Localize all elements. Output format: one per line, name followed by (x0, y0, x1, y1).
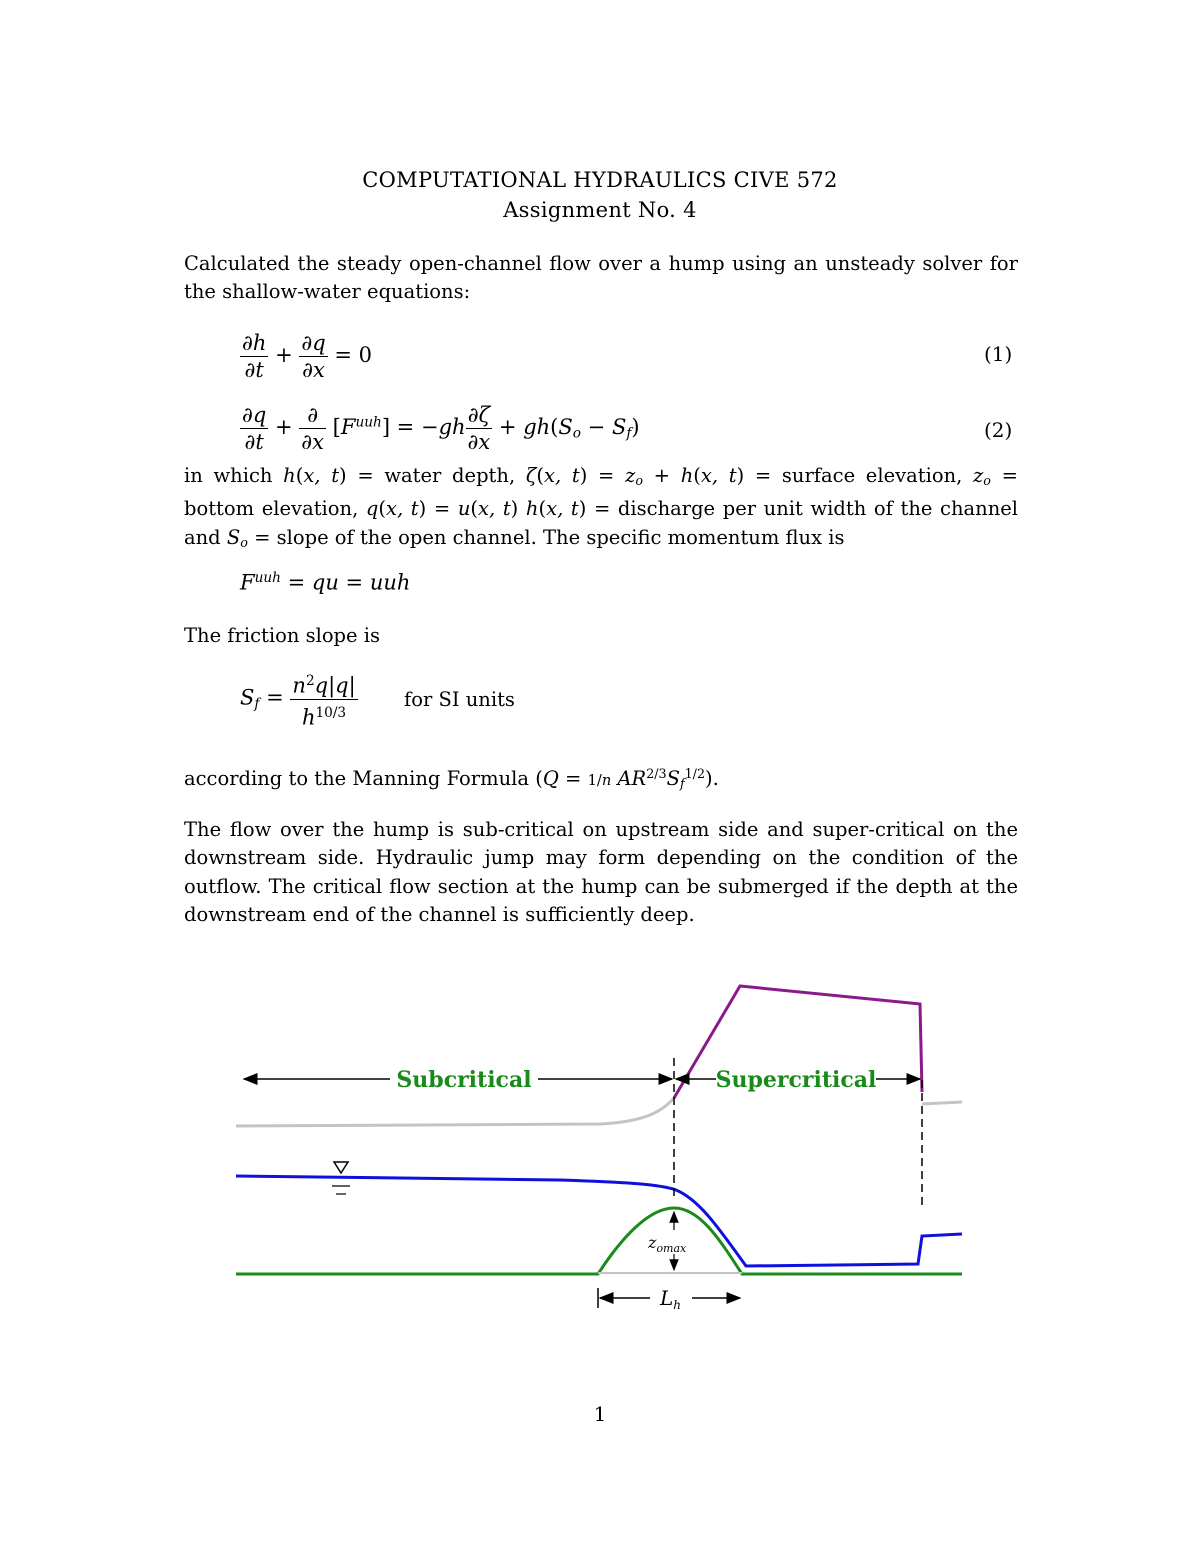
friction-intro: The friction slope is (184, 624, 381, 647)
froude-number-line-downstream (922, 1102, 962, 1104)
friction-slope-equation: $S_f$ = $\frac{n^2q|q|}{h^{10/3}}$ (240, 668, 358, 730)
intro-paragraph (184, 250, 1018, 307)
equation-1: $\frac{\partial h}{\partial t}$ + $\frac{\partial q}{\partial x}$ = 0 (242, 331, 372, 382)
froude-number-line (236, 1098, 674, 1126)
supercritical-label: Supercritical (715, 1067, 877, 1093)
hump-flow-figure (0, 960, 1200, 1320)
manning-line: according to the Manning Formula (Q = 1/n $AR^{2/3}S_f^{1/2}$). (184, 766, 719, 792)
description-line-2: downstream side. Hydraulic jump may form depending on the condition of the (184, 846, 1018, 870)
water-level-symbol (334, 1162, 348, 1173)
intro-line-2: the shallow-water equations: (184, 280, 471, 304)
equation-1-number: (1) (984, 342, 1013, 366)
description-line-3: outflow. The critical flow section at the hump can be submerged if the depth at the (184, 874, 1018, 898)
description-paragraph (184, 816, 1018, 929)
definitions-paragraph (184, 462, 1018, 557)
definitions-line-1: in which h(x, t) = water depth, ζ(x, $t) = z_o + h(x$, t) = surface elevation, $z_o$ = (184, 464, 1018, 489)
assignment-number: Assignment No. 4 (503, 198, 697, 222)
definitions-line-2: bottom elevation, q(x, t) = u(x, t) h(x, t) = discharge per unit width of the channel (184, 497, 1019, 521)
page-number: 1 (593, 1402, 607, 1426)
lh-label: $L_h$ (660, 1286, 682, 1312)
description-line-1: The flow over the hump is sub-critical on upstream side and super-critical on the (184, 818, 1018, 841)
description-line-4: downstream end of the channel is sufficiently deep. (184, 902, 695, 926)
page-title: COMPUTATIONAL HYDRAULICS CIVE 572 (362, 168, 838, 192)
intro-line-1: Calculated the steady open-channel flow over a hump using an unsteady solver for (184, 252, 1018, 275)
definitions-line-3: and $S_o$ = slope of the open channel. The specific momentum flux is (184, 525, 845, 550)
si-units-label: for SI units (404, 688, 515, 711)
momentum-flux-equation: $F^{uuh}$ = qu = uuh (240, 570, 411, 595)
equation-2: $\frac{\partial q}{\partial t}$ + $\frac{\partial}{\partial x}$ $[F^{uuh}] = -gh$ $\frac{\partial\zeta}{\partial x}$ + $gh(S_o - S_f)$ (242, 403, 640, 454)
equation-2-number: (2) (984, 418, 1013, 442)
zomax-label: $z_{omax}$ (648, 1233, 687, 1255)
water-surface-line (236, 1176, 962, 1266)
subcritical-label: Subcritical (396, 1067, 532, 1093)
